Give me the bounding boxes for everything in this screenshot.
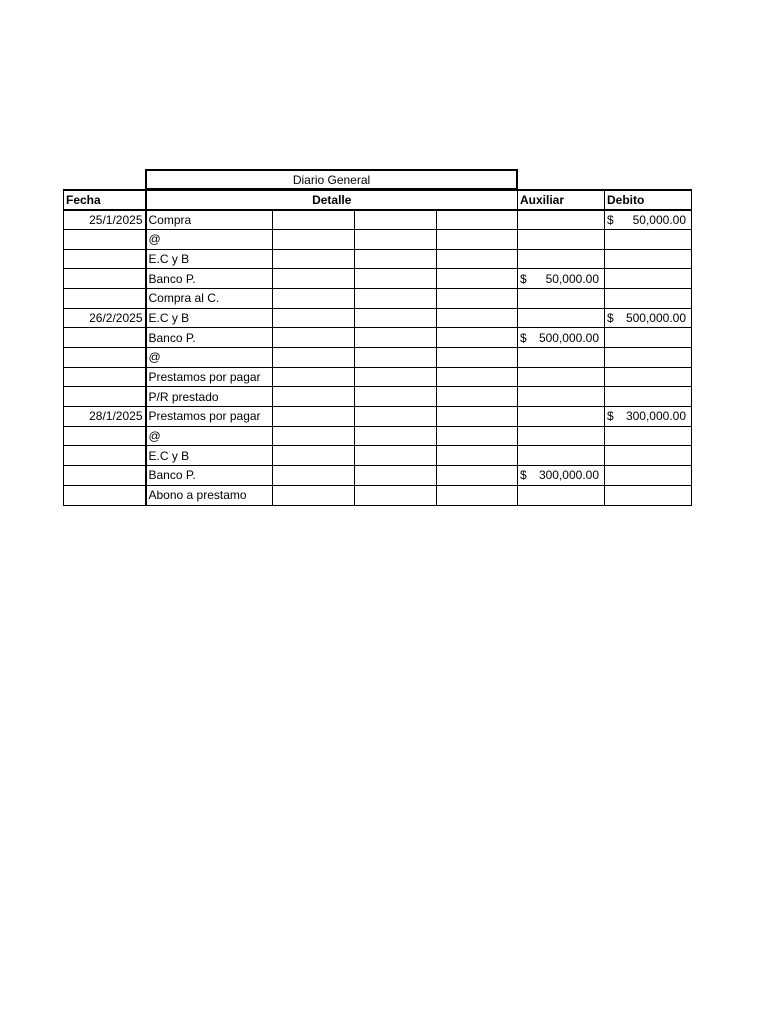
cell-empty[interactable] bbox=[437, 288, 518, 308]
cell-empty[interactable] bbox=[355, 446, 437, 466]
cell-detalle[interactable]: Prestamos por pagar bbox=[146, 367, 273, 387]
cell-empty[interactable] bbox=[273, 466, 355, 486]
table-row bbox=[64, 426, 692, 446]
cell-debito[interactable] bbox=[605, 210, 692, 230]
table-row bbox=[64, 348, 692, 368]
cell-empty[interactable] bbox=[437, 328, 518, 348]
table-row bbox=[64, 485, 692, 505]
cell-empty[interactable] bbox=[437, 367, 518, 387]
table-row bbox=[64, 229, 692, 249]
cell-debito[interactable] bbox=[605, 308, 692, 328]
table-row bbox=[64, 466, 692, 486]
cell-auxiliar[interactable] bbox=[518, 210, 605, 230]
cell-empty[interactable] bbox=[437, 446, 518, 466]
cell-detalle[interactable]: Abono a prestamo bbox=[146, 485, 273, 505]
cell-empty[interactable] bbox=[437, 308, 518, 328]
cell-auxiliar[interactable] bbox=[518, 229, 605, 249]
amount-value: 50,000.00 bbox=[632, 212, 686, 227]
cell-auxiliar[interactable] bbox=[518, 288, 605, 308]
cell-auxiliar[interactable] bbox=[518, 426, 605, 446]
header-detalle[interactable]: Detalle bbox=[146, 190, 518, 210]
amount-value: 500,000.00 bbox=[625, 310, 686, 325]
cell-fecha[interactable] bbox=[64, 328, 146, 348]
header-row bbox=[64, 190, 692, 210]
cell-fecha[interactable] bbox=[64, 249, 146, 269]
cell-empty[interactable] bbox=[355, 249, 437, 269]
journal-body bbox=[64, 210, 692, 505]
cell-auxiliar[interactable] bbox=[518, 466, 605, 486]
cell-empty[interactable] bbox=[273, 446, 355, 466]
cell-fecha[interactable] bbox=[64, 387, 146, 407]
cell-debito[interactable] bbox=[605, 485, 692, 505]
cell-empty[interactable] bbox=[437, 407, 518, 427]
cell-fecha[interactable] bbox=[64, 288, 146, 308]
cell-auxiliar[interactable] bbox=[518, 485, 605, 505]
header-fecha[interactable]: Fecha bbox=[64, 190, 146, 210]
cell-empty[interactable] bbox=[273, 328, 355, 348]
cell-detalle[interactable]: Compra bbox=[146, 210, 273, 230]
cell-detalle[interactable]: Compra al C. bbox=[146, 288, 273, 308]
cell-empty[interactable] bbox=[437, 229, 518, 249]
cell-empty[interactable] bbox=[273, 348, 355, 368]
cell-empty[interactable] bbox=[355, 269, 437, 289]
sheet-title: Diario General bbox=[145, 169, 518, 189]
cell-empty[interactable] bbox=[437, 466, 518, 486]
cell-empty[interactable] bbox=[355, 387, 437, 407]
amount-value: 50,000.00 bbox=[545, 271, 599, 286]
cell-empty[interactable] bbox=[437, 426, 518, 446]
table-row bbox=[64, 407, 692, 427]
cell-empty[interactable] bbox=[273, 426, 355, 446]
currency-symbol: $ bbox=[520, 330, 527, 345]
cell-empty[interactable] bbox=[355, 485, 437, 505]
table-row bbox=[64, 308, 692, 328]
cell-debito[interactable] bbox=[605, 229, 692, 249]
cell-empty[interactable] bbox=[273, 229, 355, 249]
cell-auxiliar[interactable] bbox=[518, 269, 605, 289]
cell-auxiliar[interactable] bbox=[518, 249, 605, 269]
header-debito[interactable]: Debito bbox=[605, 190, 692, 210]
cell-empty[interactable] bbox=[437, 269, 518, 289]
table-row bbox=[64, 210, 692, 230]
cell-empty[interactable] bbox=[437, 210, 518, 230]
cell-auxiliar[interactable] bbox=[518, 328, 605, 348]
cell-fecha[interactable] bbox=[64, 446, 146, 466]
cell-detalle[interactable]: @ bbox=[146, 229, 273, 249]
cell-detalle[interactable]: @ bbox=[146, 348, 273, 368]
cell-debito[interactable] bbox=[605, 249, 692, 269]
cell-empty[interactable] bbox=[273, 269, 355, 289]
table-row bbox=[64, 328, 692, 348]
cell-empty[interactable] bbox=[355, 407, 437, 427]
cell-empty[interactable] bbox=[273, 288, 355, 308]
cell-empty[interactable] bbox=[273, 249, 355, 269]
currency-symbol: $ bbox=[607, 310, 614, 325]
table-row bbox=[64, 367, 692, 387]
cell-debito[interactable] bbox=[605, 446, 692, 466]
cell-fecha[interactable] bbox=[64, 426, 146, 446]
cell-empty[interactable] bbox=[273, 387, 355, 407]
cell-empty[interactable] bbox=[437, 485, 518, 505]
cell-debito[interactable] bbox=[605, 407, 692, 427]
cell-auxiliar[interactable] bbox=[518, 407, 605, 427]
cell-empty[interactable] bbox=[273, 210, 355, 230]
amount-value: 300,000.00 bbox=[625, 409, 686, 424]
table-row bbox=[64, 446, 692, 466]
cell-empty[interactable] bbox=[437, 348, 518, 368]
cell-auxiliar[interactable] bbox=[518, 348, 605, 368]
cell-detalle[interactable]: E.C y B bbox=[146, 446, 273, 466]
cell-detalle[interactable]: E.C y B bbox=[146, 308, 273, 328]
cell-empty[interactable] bbox=[355, 426, 437, 446]
header-auxiliar[interactable]: Auxiliar bbox=[518, 190, 605, 210]
cell-debito[interactable] bbox=[605, 269, 692, 289]
cell-auxiliar[interactable] bbox=[518, 308, 605, 328]
cell-empty[interactable] bbox=[355, 466, 437, 486]
currency-symbol: $ bbox=[520, 271, 527, 286]
currency-symbol: $ bbox=[607, 409, 614, 424]
cell-empty[interactable] bbox=[355, 229, 437, 249]
amount-value: 300,000.00 bbox=[538, 468, 599, 483]
cell-detalle[interactable]: E.C y B bbox=[146, 249, 273, 269]
cell-empty[interactable] bbox=[437, 249, 518, 269]
cell-detalle[interactable]: Banco P. bbox=[146, 269, 273, 289]
cell-debito[interactable] bbox=[605, 328, 692, 348]
cell-detalle[interactable]: Banco P. bbox=[146, 328, 273, 348]
cell-empty[interactable] bbox=[355, 328, 437, 348]
cell-empty[interactable] bbox=[273, 367, 355, 387]
table-row bbox=[64, 269, 692, 289]
cell-empty[interactable] bbox=[355, 367, 437, 387]
cell-debito[interactable] bbox=[605, 387, 692, 407]
cell-debito[interactable] bbox=[605, 426, 692, 446]
cell-empty[interactable] bbox=[355, 288, 437, 308]
cell-debito[interactable] bbox=[605, 288, 692, 308]
cell-fecha[interactable] bbox=[64, 348, 146, 368]
cell-debito[interactable] bbox=[605, 348, 692, 368]
cell-empty[interactable] bbox=[273, 407, 355, 427]
cell-fecha[interactable] bbox=[64, 229, 146, 249]
table-row bbox=[64, 288, 692, 308]
currency-symbol: $ bbox=[607, 212, 614, 227]
cell-debito[interactable] bbox=[605, 367, 692, 387]
journal-table bbox=[63, 189, 692, 506]
currency-symbol: $ bbox=[520, 468, 527, 483]
cell-fecha[interactable] bbox=[64, 269, 146, 289]
cell-auxiliar[interactable] bbox=[518, 446, 605, 466]
cell-fecha[interactable]: 25/1/2025 bbox=[64, 210, 146, 230]
cell-fecha[interactable]: 28/1/2025 bbox=[64, 407, 146, 427]
cell-fecha[interactable] bbox=[64, 485, 146, 505]
cell-empty[interactable] bbox=[273, 485, 355, 505]
cell-empty[interactable] bbox=[355, 348, 437, 368]
cell-auxiliar[interactable] bbox=[518, 367, 605, 387]
cell-detalle[interactable]: Banco P. bbox=[146, 466, 273, 486]
cell-fecha[interactable]: 26/2/2025 bbox=[64, 308, 146, 328]
cell-detalle[interactable]: @ bbox=[146, 426, 273, 446]
cell-empty[interactable] bbox=[273, 308, 355, 328]
cell-detalle[interactable]: P/R prestado bbox=[146, 387, 273, 407]
cell-fecha[interactable] bbox=[64, 367, 146, 387]
cell-empty[interactable] bbox=[437, 387, 518, 407]
cell-empty[interactable] bbox=[355, 210, 437, 230]
cell-empty[interactable] bbox=[355, 308, 437, 328]
amount-value: 500,000.00 bbox=[538, 330, 599, 345]
table-row bbox=[64, 387, 692, 407]
cell-debito[interactable] bbox=[605, 466, 692, 486]
cell-detalle[interactable]: Prestamos por pagar bbox=[146, 407, 273, 427]
cell-auxiliar[interactable] bbox=[518, 387, 605, 407]
cell-fecha[interactable] bbox=[64, 466, 146, 486]
table-row bbox=[64, 249, 692, 269]
